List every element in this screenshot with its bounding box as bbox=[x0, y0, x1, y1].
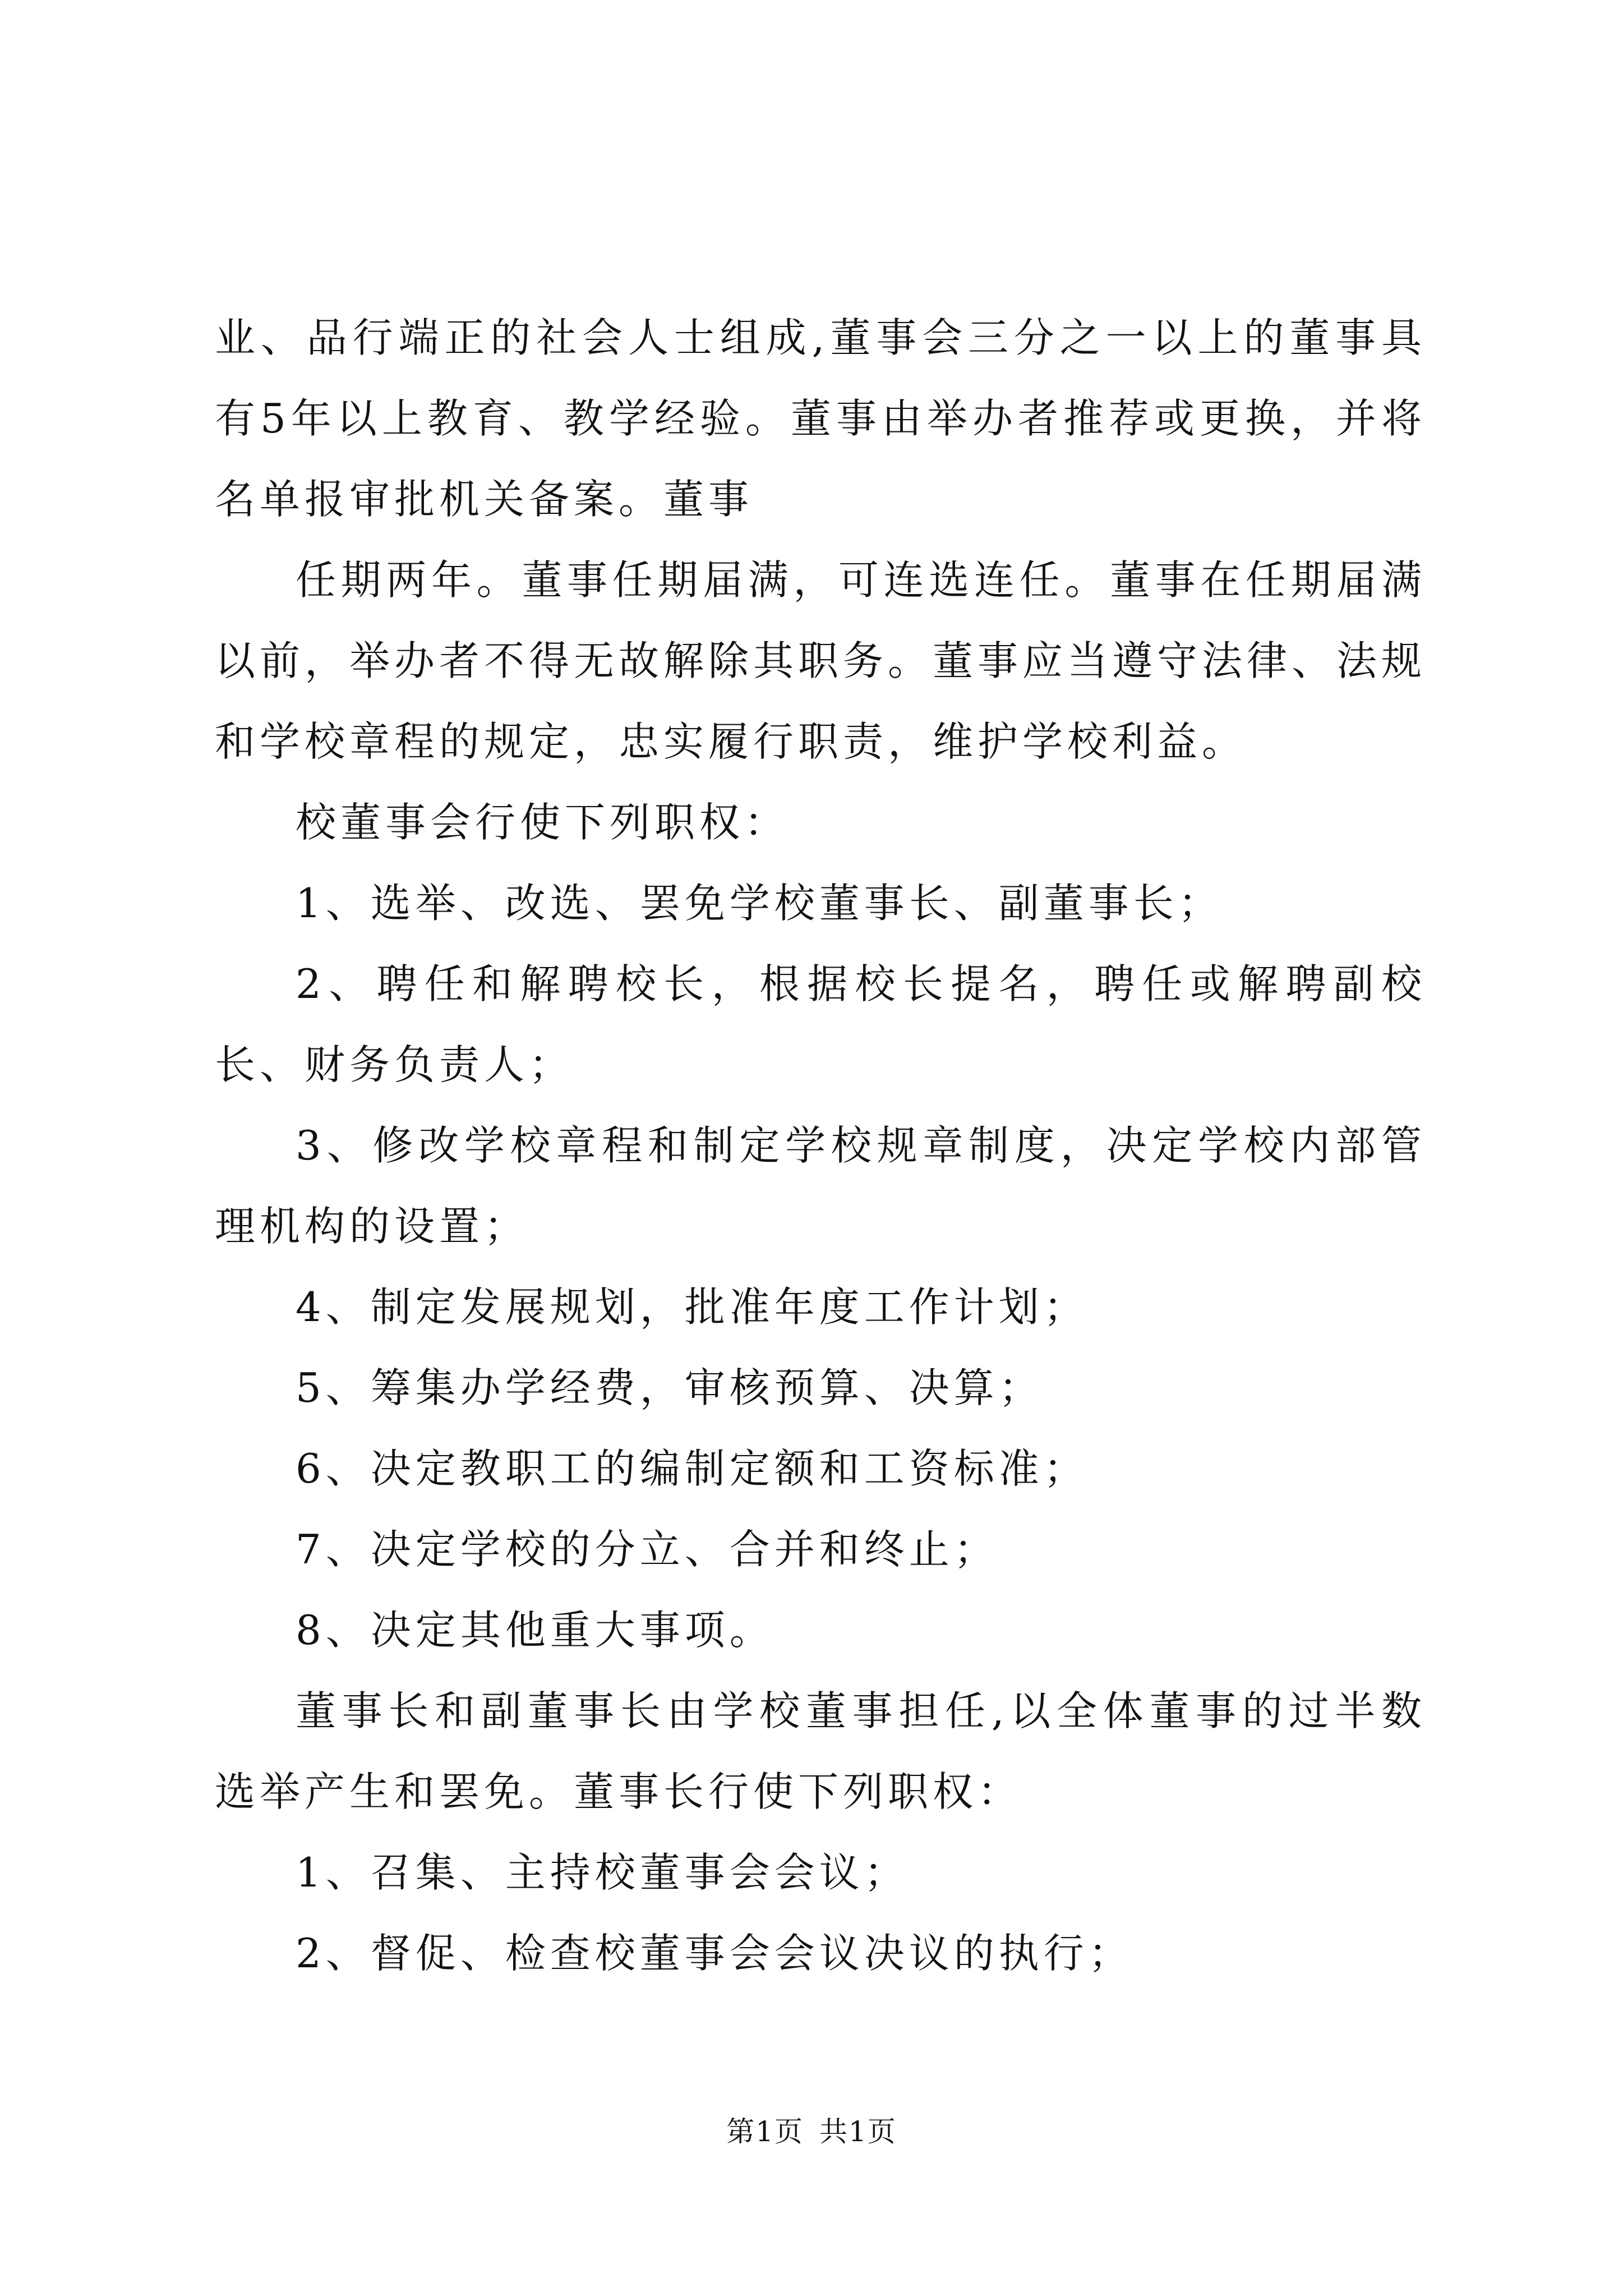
chair-list-item-2: 2、督促、检查校董事会会议决议的执行； bbox=[296, 1930, 1133, 1977]
list-item-6: 6、决定教职工的编制定额和工资标准； bbox=[296, 1445, 1089, 1492]
paragraph-3: 校董事会行使下列职权： bbox=[296, 799, 790, 846]
chair-list-item-1: 1、召集、主持校董事会会议； bbox=[296, 1849, 909, 1896]
document-body bbox=[215, 297, 1426, 1994]
page-number-current: 第1页 bbox=[726, 2115, 804, 2148]
list-item-4: 4、制定发展规划，批准年度工作计划； bbox=[296, 1283, 1089, 1331]
paragraph-2: 任期两年。董事任期届满，可连选连任。董事在任期届满以前，举办者不得无故解除其职务。董事应当遵守法律、法规和学校章程的规定，忠实履行职责，维护学校利益。 bbox=[215, 556, 1427, 765]
paragraph-1: 业、品行端正的社会人士组成,董事会三分之一以上的董事具有5年以上教育、教学经验。董事由举办者推荐或更换，并将名单报审批机关备案。董事 bbox=[215, 314, 1426, 523]
list-item-8: 8、决定其他重大事项。 bbox=[296, 1607, 774, 1654]
paragraph-4: 董事长和副董事长由学校董事担任,以全体董事的过半数选举产生和罢免。董事长行使下列职权： bbox=[215, 1687, 1426, 1815]
list-item-7: 7、决定学校的分立、合并和终止； bbox=[296, 1526, 999, 1573]
page-footer bbox=[0, 2109, 1623, 2150]
list-item-3: 3、修改学校章程和制定学校规章制度，决定学校内部管理机构的设置； bbox=[215, 1122, 1426, 1250]
list-item-2: 2、聘任和解聘校长，根据校长提名，聘任或解聘副校长、财务负责人； bbox=[215, 960, 1426, 1088]
list-item-1: 1、选举、改选、罢免学校董事长、副董事长； bbox=[296, 880, 1223, 927]
list-item-5: 5、筹集办学经费，审核预算、决算； bbox=[296, 1364, 1044, 1411]
page-number-total: 共1页 bbox=[819, 2115, 897, 2148]
